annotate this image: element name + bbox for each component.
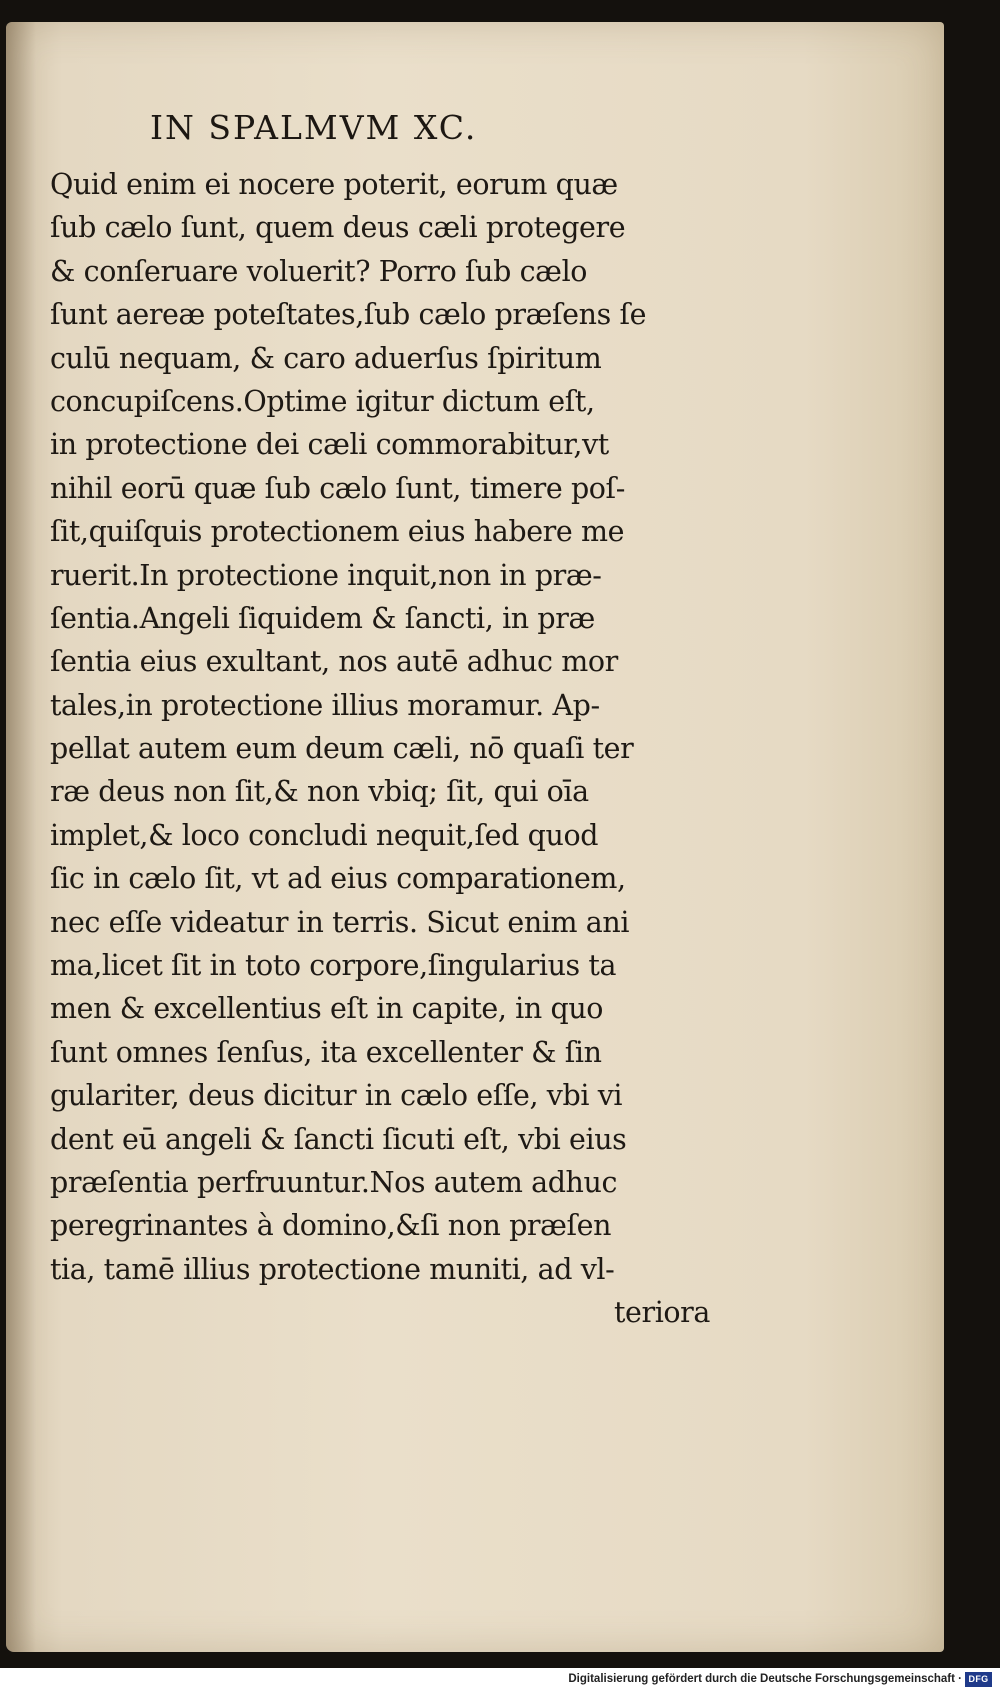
page-gutter-shadow xyxy=(6,22,36,1652)
text-line: ſentia eius exultant, nos autē adhuc mor xyxy=(50,645,618,679)
text-line: ſic in cælo ſit, vt ad eius comparationem, xyxy=(50,862,626,896)
running-head: IN SPALMVM XC. xyxy=(150,108,478,147)
dfg-logo-icon: DFG xyxy=(965,1672,992,1687)
text-line: ſub cælo ſunt, quem deus cæli protegere xyxy=(50,211,626,245)
text-line: men & excellentius eſt in capite, in quo xyxy=(50,992,604,1026)
text-line: ſit,quiſquis protectionem eius habere me xyxy=(50,515,625,549)
text-line: ruerit.In protectione inquit,non in præ- xyxy=(50,558,602,592)
text-line: in protectione dei cæli commorabitur,vt xyxy=(50,428,609,462)
text-line: tia, tamē illius protectione muniti, ad vl- xyxy=(50,1252,615,1286)
text-line: ræ deus non ſit,& non vbiq; ſit, qui oīa xyxy=(50,775,589,809)
text-line: dent eū angeli & ſancti ſicuti eſt, vbi eius xyxy=(50,1122,627,1156)
text-line: & conſeruare voluerit? Porro ſub cælo xyxy=(50,254,588,288)
text-line: implet,& loco concludi nequit,ſed quod xyxy=(50,818,599,852)
text-line: gulariter, deus dicitur in cælo eſſe, vbi vi xyxy=(50,1079,623,1113)
text-line: Quid enim ei nocere poterit, eorum quæ xyxy=(50,168,618,201)
body-text xyxy=(50,163,710,1335)
text-line: nihil eorū quæ ſub cælo ſunt, timere poſ- xyxy=(50,471,625,505)
catchword: teriora xyxy=(613,1296,710,1330)
text-line: tales,in protectione illius moramur. Ap- xyxy=(50,688,600,722)
footer-bar xyxy=(0,1668,1000,1694)
text-line: ſunt omnes ſenſus, ita excellenter & ſin xyxy=(50,1035,602,1069)
text-line: ſentia.Angeli ſiquidem & ſancti, in præ xyxy=(50,601,595,635)
text-line: concupiſcens.Optime igitur dictum eſt, xyxy=(50,384,595,418)
text-line: culū nequam, & caro aduerſus ſpiritum xyxy=(50,341,602,375)
text-line: ſunt aereæ poteſtates,ſub cælo præſens ſe xyxy=(50,298,647,332)
text-line: præſentia perfruuntur.Nos autem adhuc xyxy=(50,1165,618,1199)
funding-credit: Digitalisierung gefördert durch die Deutsche Forschungsgemeinschaft · xyxy=(568,1673,962,1685)
text-line: ma,licet ſit in toto corpore,ſingularius ta xyxy=(50,949,617,983)
text-line: peregrinantes à domino,&ſi non præſen xyxy=(50,1209,612,1243)
text-line: nec eſſe videatur in terris. Sicut enim ani xyxy=(50,905,630,939)
text-line: pellat autem eum deum cæli, nō quaſi ter xyxy=(50,732,634,766)
